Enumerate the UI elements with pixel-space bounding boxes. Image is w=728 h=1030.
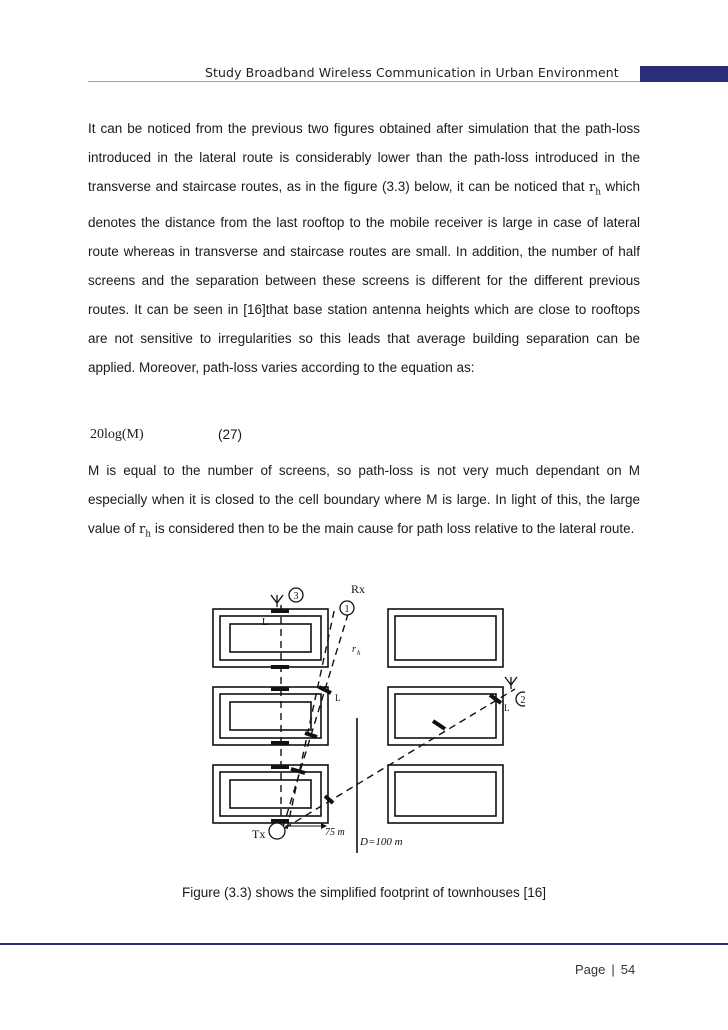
page-label: Page: [575, 962, 606, 977]
house-inner: [395, 772, 496, 816]
house-inner: [395, 616, 496, 660]
townhouse-footprint-figure: [205, 583, 525, 858]
route-staircase: [285, 689, 515, 828]
paragraph-2: [88, 456, 640, 550]
label-rx: Rx: [351, 583, 366, 596]
label-tx: Tx: [252, 827, 266, 841]
page-number-value: 54: [620, 962, 636, 977]
label-Lr: L: [335, 693, 341, 703]
label-rh: r: [352, 644, 356, 655]
label-3: 3: [293, 591, 299, 602]
antenna-icon: [505, 677, 517, 689]
house-inner: [220, 616, 321, 660]
house-outer: [388, 765, 503, 823]
paragraph-2-part-b: is considered then to be the main cause for path loss relative to the lateral route.: [151, 521, 635, 536]
house-inner: [395, 694, 496, 738]
rh-symbol: $r_h$: [588, 180, 601, 198]
label-1: 1: [344, 604, 350, 615]
running-header-title: Study Broadband Wireless Communication in Urban Environment: [205, 65, 619, 80]
house-core: [230, 702, 311, 730]
equation: 20log(M): [90, 427, 144, 442]
label-rh-sub: h: [357, 649, 361, 657]
label-L: L: [262, 617, 269, 628]
house-inner: [220, 772, 321, 816]
rh-symbol: $r_h$: [139, 522, 152, 540]
label-2: 2: [520, 695, 525, 706]
circle-tx: [269, 823, 285, 839]
header-rule: [88, 81, 640, 82]
label-D: D=100 m: [360, 836, 403, 848]
paragraph-1: [88, 114, 640, 382]
house-core: [230, 780, 311, 808]
label-L2: L: [504, 703, 510, 713]
house-outer: [388, 609, 503, 667]
figure-caption: Figure (3.3) shows the simplified footprint of townhouses [16]: [182, 885, 546, 900]
header-accent-bar: [640, 66, 728, 82]
paragraph-1-part-a: It can be noticed from the previous two figures obtained after simulation that the path-loss introduced in the lateral route is considerably lower than the path-loss introduced in the transverse and staircase routes, as in the figure (3.3) below, it can be noticed that: [88, 121, 640, 194]
paragraph-1-part-b: which denotes the distance from the last rooftop to the mobile receiver is large in case of lateral route whereas in transverse and staircase routes are small. In addition, the number of half screens and the separation between these screens is different for the different previous routes. It can be seen in [16]that base station antenna heights which are close to rooftops are not sensitive to irregularities so this leads that average building separation can be applied. Moreover, path-loss varies according to the equation as:: [88, 179, 640, 375]
paragraph-2-part-a: M is equal to the number of screens, so path-loss is not very much dependant on M especially when it is closed to the cell boundary where M is large. In light of this, the large value of: [88, 463, 640, 536]
label-75m: 75 m: [325, 827, 345, 838]
house-core: [230, 624, 311, 652]
house-outer: [388, 687, 503, 745]
page-number: [575, 962, 635, 977]
page-separator: |: [611, 962, 615, 977]
equation-number: (27): [218, 427, 243, 442]
footer-rule: [0, 943, 728, 945]
